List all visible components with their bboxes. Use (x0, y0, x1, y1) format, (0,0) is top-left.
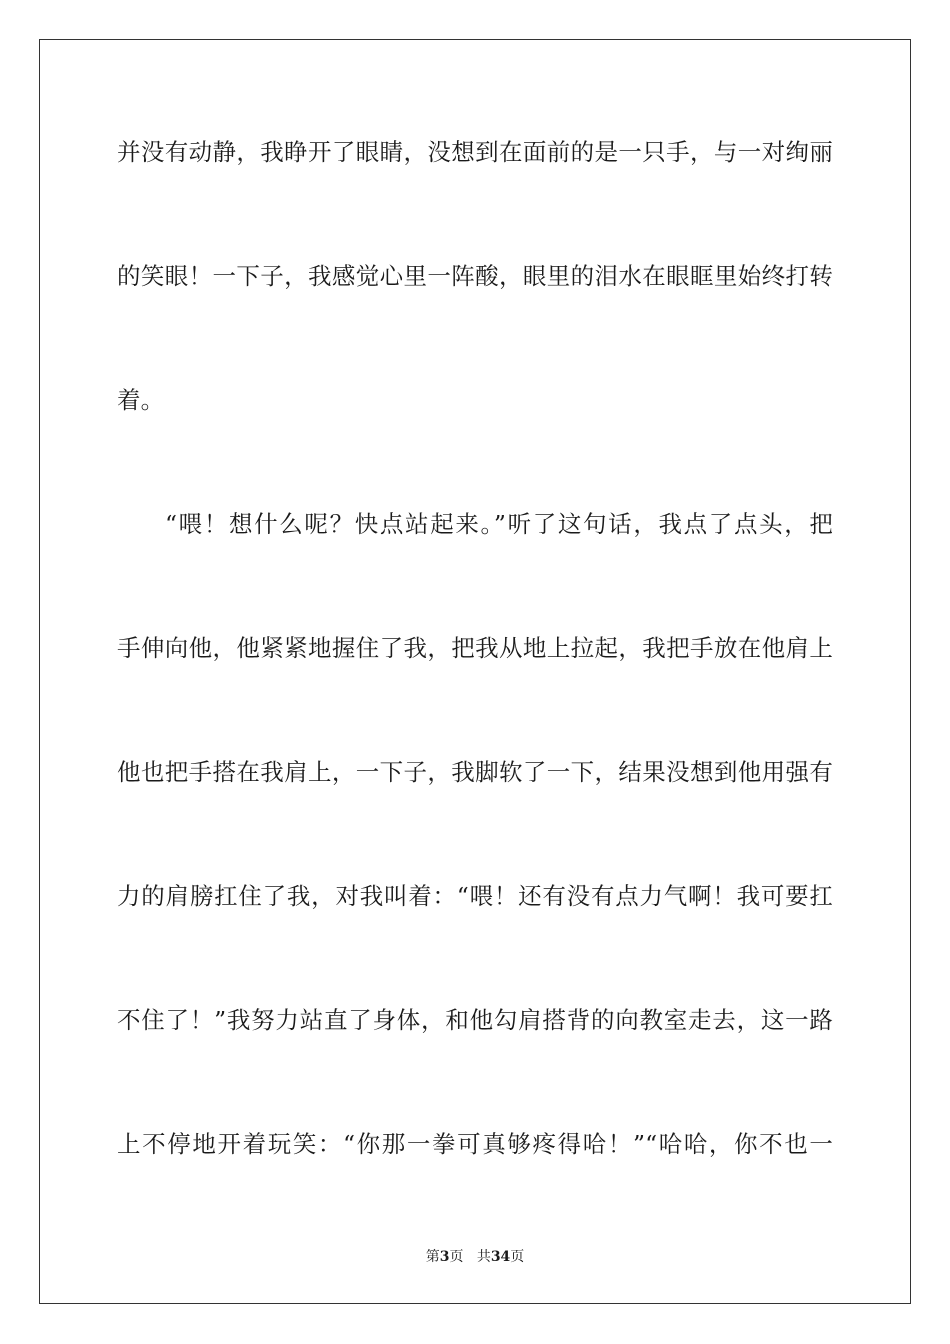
page-footer (0, 1248, 950, 1266)
text-line-1: 并没有动静，我睁开了眼睛，没想到在面前的是一只手，与一对绚丽 (117, 138, 833, 166)
text-line-7: 力的肩膀扛住了我，对我叫着：“喂！还有没有点力气啊！我可要扛 (117, 882, 833, 910)
page-border (39, 39, 911, 1304)
footer-page-suffix: 页 (449, 1249, 464, 1265)
footer-total-prefix: 共 (476, 1249, 491, 1265)
footer-page-total: 34 (490, 1249, 511, 1265)
footer-page-prefix: 第 (425, 1249, 440, 1265)
footer-total-suffix: 页 (510, 1249, 525, 1265)
footer-page-current: 3 (439, 1249, 450, 1265)
text-line-4: “喂！想什么呢？快点站起来。”听了这句话，我点了点头，把 (165, 510, 833, 538)
text-line-6: 他也把手搭在我肩上，一下子，我脚软了一下，结果没想到他用强有 (117, 758, 833, 786)
text-line-9: 上不停地开着玩笑：“你那一拳可真够疼得哈！”“哈哈，你不也一 (117, 1130, 833, 1158)
text-line-2: 的笑眼！一下子，我感觉心里一阵酸，眼里的泪水在眼眶里始终打转 (117, 262, 833, 290)
text-line-8: 不住了！”我努力站直了身体，和他勾肩搭背的向教室走去，这一路 (117, 1006, 833, 1034)
text-line-3: 着。 (117, 386, 165, 414)
text-line-5: 手伸向他，他紧紧地握住了我，把我从地上拉起，我把手放在他肩上 (117, 634, 833, 662)
